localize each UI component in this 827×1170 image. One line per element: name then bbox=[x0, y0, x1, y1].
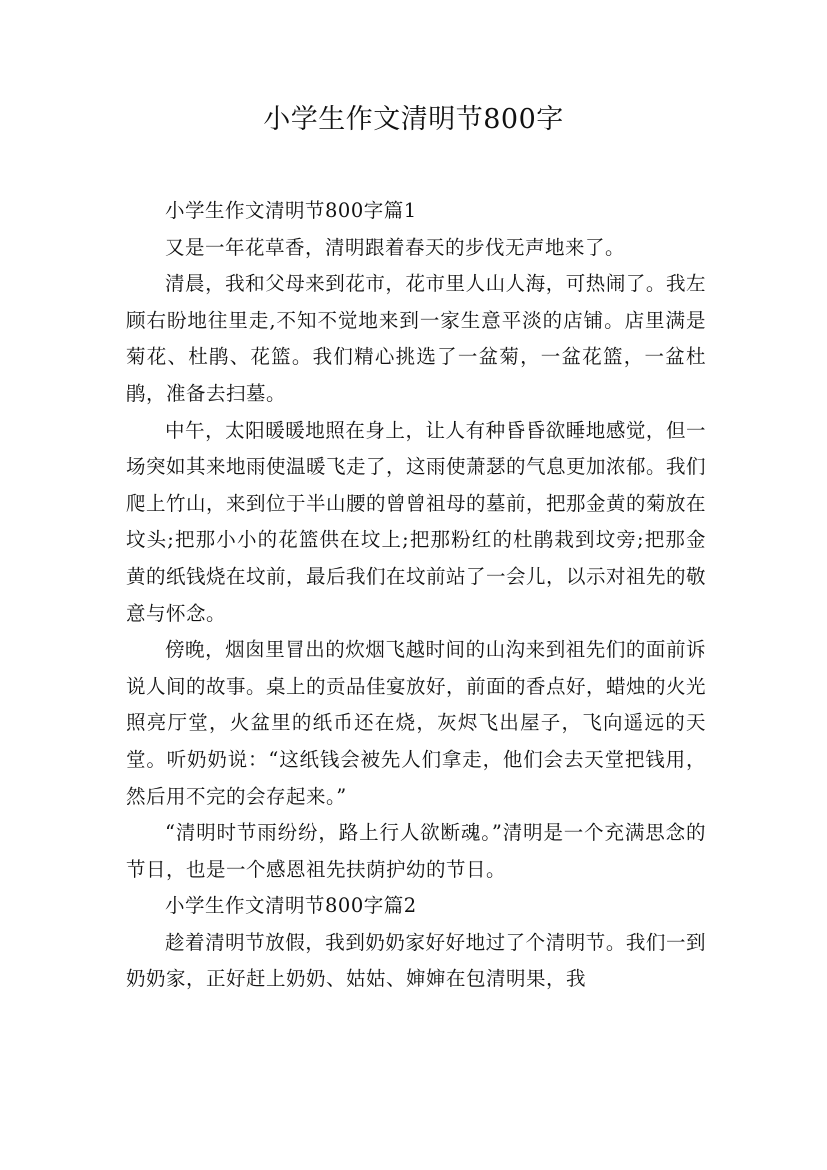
paragraph-1: 又是一年花草香，清明跟着春天的步伐无声地来了。 bbox=[165, 235, 626, 259]
document-body bbox=[126, 193, 706, 998]
paragraph-2: 清晨，我和父母来到花市，花市里人山人海，可热闹了。我左顾右盼地往里走,不知不觉地来到一家生意平淡的店铺。店里满是菊花、杜鹃、花篮。我们精心挑选了一盆菊，一盆花篮，一盆杜鹃，准备去扫墓。 bbox=[126, 272, 706, 405]
section-heading-2: 小学生作文清明节800字篇2 bbox=[165, 894, 417, 918]
paragraph-3: 中午，太阳暖暖地照在身上，让人有种昏昏欲睡地感觉，但一场突如其来地雨使温暖飞走了，这雨使萧瑟的气息更加浓郁。我们爬上竹山，来到位于半山腰的曾曾祖母的墓前，把那金黄的菊放在坟头;把那小小的花篮供在坟上;把那粉红的杜鹃栽到坟旁;把那金黄的纸钱烧在坟前，最后我们在坟前站了一会儿，以示对祖先的敬意与怀念。 bbox=[126, 418, 707, 625]
paragraph-5: “清明时节雨纷纷，路上行人欲断魂。”清明是一个充满思念的节日，也是一个感恩祖先扶荫护幼的节日。 bbox=[126, 821, 706, 881]
paragraph-4: 傍晚，烟囱里冒出的炊烟飞越时间的山沟来到祖先们的面前诉说人间的故事。桌上的贡品佳宴放好，前面的香点好，蜡烛的火光照亮厅堂，火盆里的纸币还在烧，灰烬飞出屋子，飞向遥远的天堂。听奶奶说：“这纸钱会被先人们拿走，他们会去天堂把钱用，然后用不完的会存起来。” bbox=[126, 638, 707, 808]
section-heading-1: 小学生作文清明节800字篇1 bbox=[165, 199, 417, 222]
paragraph-6: 趁着清明节放假，我到奶奶家好好地过了个清明节。我们一到奶奶家，正好赶上奶奶、姑姑、婶婶在包清明果，我 bbox=[126, 930, 706, 991]
document-title: 小学生作文清明节800字 bbox=[263, 104, 564, 135]
